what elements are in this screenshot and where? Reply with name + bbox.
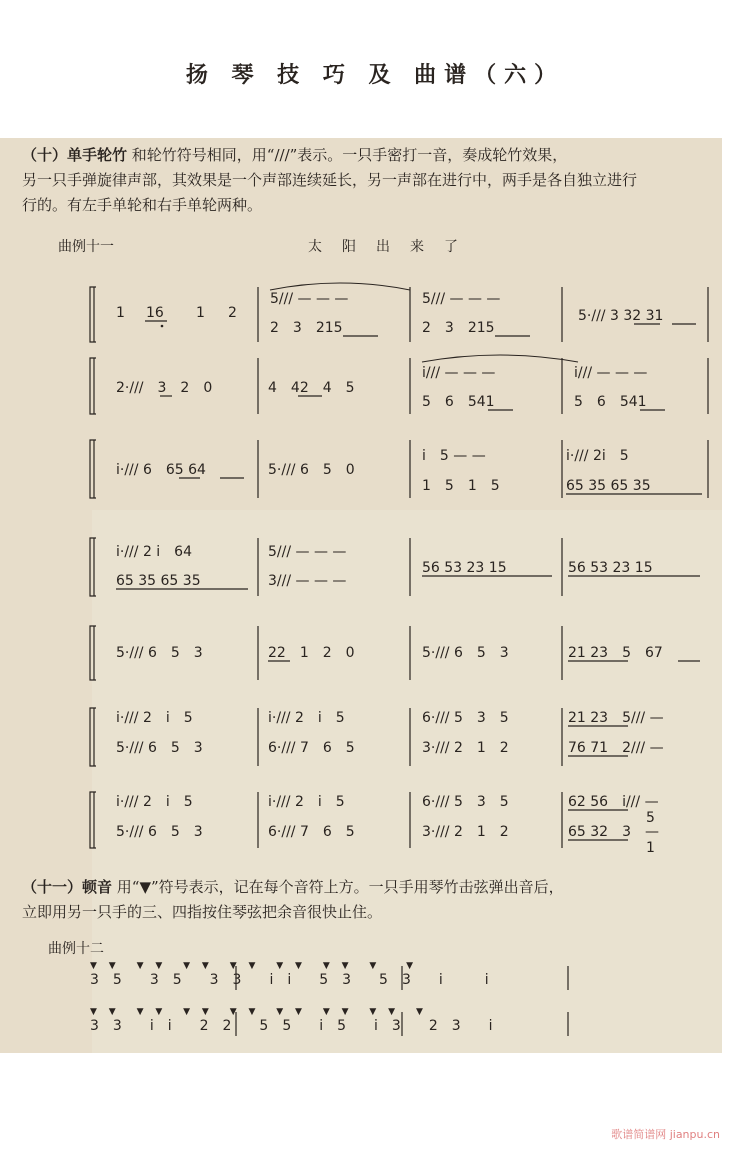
svg-text:3/// — — —: 3/// — — —	[268, 573, 347, 589]
svg-text:2: 2	[228, 305, 237, 321]
section-11-line-2: 立即用另一只手的三、四指按住琴弦把余音很快止住。	[22, 903, 383, 921]
svg-text:i·/// 2 i 5: i·/// 2 i 5	[116, 710, 193, 726]
svg-text:21 23 5 67: 21 23 5 67	[568, 645, 663, 661]
svg-text:5·/// 6 5 3: 5·/// 6 5 3	[116, 645, 203, 661]
svg-text:5 6 541: 5 6 541	[574, 394, 647, 410]
example-12-row-2	[90, 1007, 568, 1036]
svg-text:3·/// 2 1 2: 3·/// 2 1 2	[422, 740, 509, 756]
svg-text:5/// — — —: 5/// — — —	[268, 544, 347, 560]
song-title: 太阳出来了	[308, 239, 478, 255]
section-11-text: 用“	[116, 878, 140, 896]
svg-text:6·/// 5 3 5: 6·/// 5 3 5	[422, 794, 509, 810]
svg-text:5·/// 3 32 31: 5·/// 3 32 31	[578, 308, 664, 324]
svg-text:i 5 — —: i 5 — —	[422, 448, 486, 464]
section-11-text-2: ”符号表示，记在每个音符上方。一只手用琴竹击弦弹出音后，	[151, 878, 564, 896]
example-12-row-1	[90, 961, 568, 990]
svg-text:21 23 5/// —: 21 23 5/// —	[568, 710, 664, 726]
example-12-label: 曲例十二	[48, 941, 104, 957]
svg-text:▼ ▼ ▼ ▼ ▼ ▼ ▼ ▼ ▼: ▼ ▼ ▼ ▼ ▼ ▼ ▼ ▼ ▼ ▼ ▼ ▼ ▼ ▼	[90, 961, 414, 971]
svg-text:4 42 4 5: 4 42 4 5	[268, 380, 355, 396]
section-10-text-2: ”表示。一只手密打一音，奏成轮竹效果，	[289, 146, 568, 164]
svg-text:6·/// 7 6 5: 6·/// 7 6 5	[268, 740, 355, 756]
staccato-symbol: ▼	[139, 878, 152, 896]
watermark	[611, 1126, 720, 1142]
section-10-heading: （十）单手轮竹	[22, 146, 128, 164]
svg-text:i·/// 2 i 5: i·/// 2 i 5	[268, 710, 345, 726]
svg-text:1: 1	[196, 305, 205, 321]
svg-text:5·/// 6 5 3: 5·/// 6 5 3	[116, 824, 203, 840]
svg-text:2 3 215: 2 3 215	[270, 320, 343, 336]
section-10-line-2: 另一只手弹旋律声部，其效果是一个声部连续延长，另一声部在进行中，两手是各自独立进行	[22, 171, 638, 189]
svg-text:5·/// 6 5 0: 5·/// 6 5 0	[268, 462, 355, 478]
svg-text:5/// — — —: 5/// — — —	[270, 291, 349, 307]
svg-text:1: 1	[116, 305, 125, 321]
example-11-label: 曲例十一	[58, 239, 114, 255]
svg-text:3 5 3 5 3 3 i i 5 3 5 3: 3 5 3 5 3 3 i i 5 3 5 3 i i	[90, 972, 489, 988]
svg-text:5 6 541: 5 6 541	[422, 394, 495, 410]
svg-text:i·/// 2 i 5: i·/// 2 i 5	[116, 794, 193, 810]
svg-text:3 3 i i 2 2 5 5 i 5 i 3: 3 3 i i 2 2 5 5 i 5 i 3 2 3 i	[90, 1018, 493, 1034]
svg-text:i·/// 2 i 64: i·/// 2 i 64	[116, 544, 193, 560]
svg-text:65 35 65 35: 65 35 65 35	[566, 478, 651, 494]
svg-text:i·/// 6 65 64: i·/// 6 65 64	[116, 462, 206, 478]
svg-text:56 53 23 15: 56 53 23 15	[568, 560, 653, 576]
svg-text:i/// — — —: i/// — — —	[574, 365, 648, 381]
section-11-heading: （十一）顿音	[22, 878, 113, 896]
svg-text:5: 5	[646, 810, 655, 826]
watermark-site: 歌谱简谱网	[611, 1128, 667, 1141]
svg-text:6·/// 5 3 5: 6·/// 5 3 5	[422, 710, 509, 726]
svg-text:2·/// 3 2 0: 2·/// 3 2 0	[116, 380, 213, 396]
svg-text:6·/// 7 6 5: 6·/// 7 6 5	[268, 824, 355, 840]
svg-text:i·/// 2i 5: i·/// 2i 5	[566, 448, 629, 464]
svg-text:i/// — — —: i/// — — —	[422, 365, 496, 381]
svg-text:i·/// 2 i 5: i·/// 2 i 5	[268, 794, 345, 810]
svg-text:▼ ▼ ▼ ▼ ▼ ▼ ▼ ▼ ▼: ▼ ▼ ▼ ▼ ▼ ▼ ▼ ▼ ▼ ▼ ▼ ▼ ▼ ▼ ▼	[90, 1007, 423, 1017]
svg-text:56 53 23 15: 56 53 23 15	[422, 560, 507, 576]
svg-text:3·/// 2 1 2: 3·/// 2 1 2	[422, 824, 509, 840]
section-10-line-3: 行的。有左手单轮和右手单轮两种。	[22, 196, 263, 214]
svg-text:1 5 1 5: 1 5 1 5	[422, 478, 500, 494]
svg-text:5·/// 6 5 3: 5·/// 6 5 3	[422, 645, 509, 661]
svg-text:16: 16	[146, 305, 164, 321]
svg-text:22 1 2 0: 22 1 2 0	[268, 645, 355, 661]
svg-text:1: 1	[646, 840, 655, 856]
roll-symbol: ///	[274, 146, 290, 164]
page-title: 扬 琴 技 巧 及 曲谱（六）	[185, 62, 565, 88]
svg-text:5·/// 6 5 3: 5·/// 6 5 3	[116, 740, 203, 756]
watermark-url: jianpu.cn	[669, 1128, 720, 1141]
svg-text:62 56 i/// —: 62 56 i/// —	[568, 794, 659, 810]
section-10-text: 和轮竹符号相同，用“	[131, 146, 275, 164]
svg-text:2 3 215: 2 3 215	[422, 320, 495, 336]
svg-text:65 32 3 —: 65 32 3 —	[568, 824, 659, 840]
svg-text:76 71 2/// —: 76 71 2/// —	[568, 740, 664, 756]
svg-text:65 35 65 35: 65 35 65 35	[116, 573, 201, 589]
svg-text:5/// — — —: 5/// — — —	[422, 291, 501, 307]
